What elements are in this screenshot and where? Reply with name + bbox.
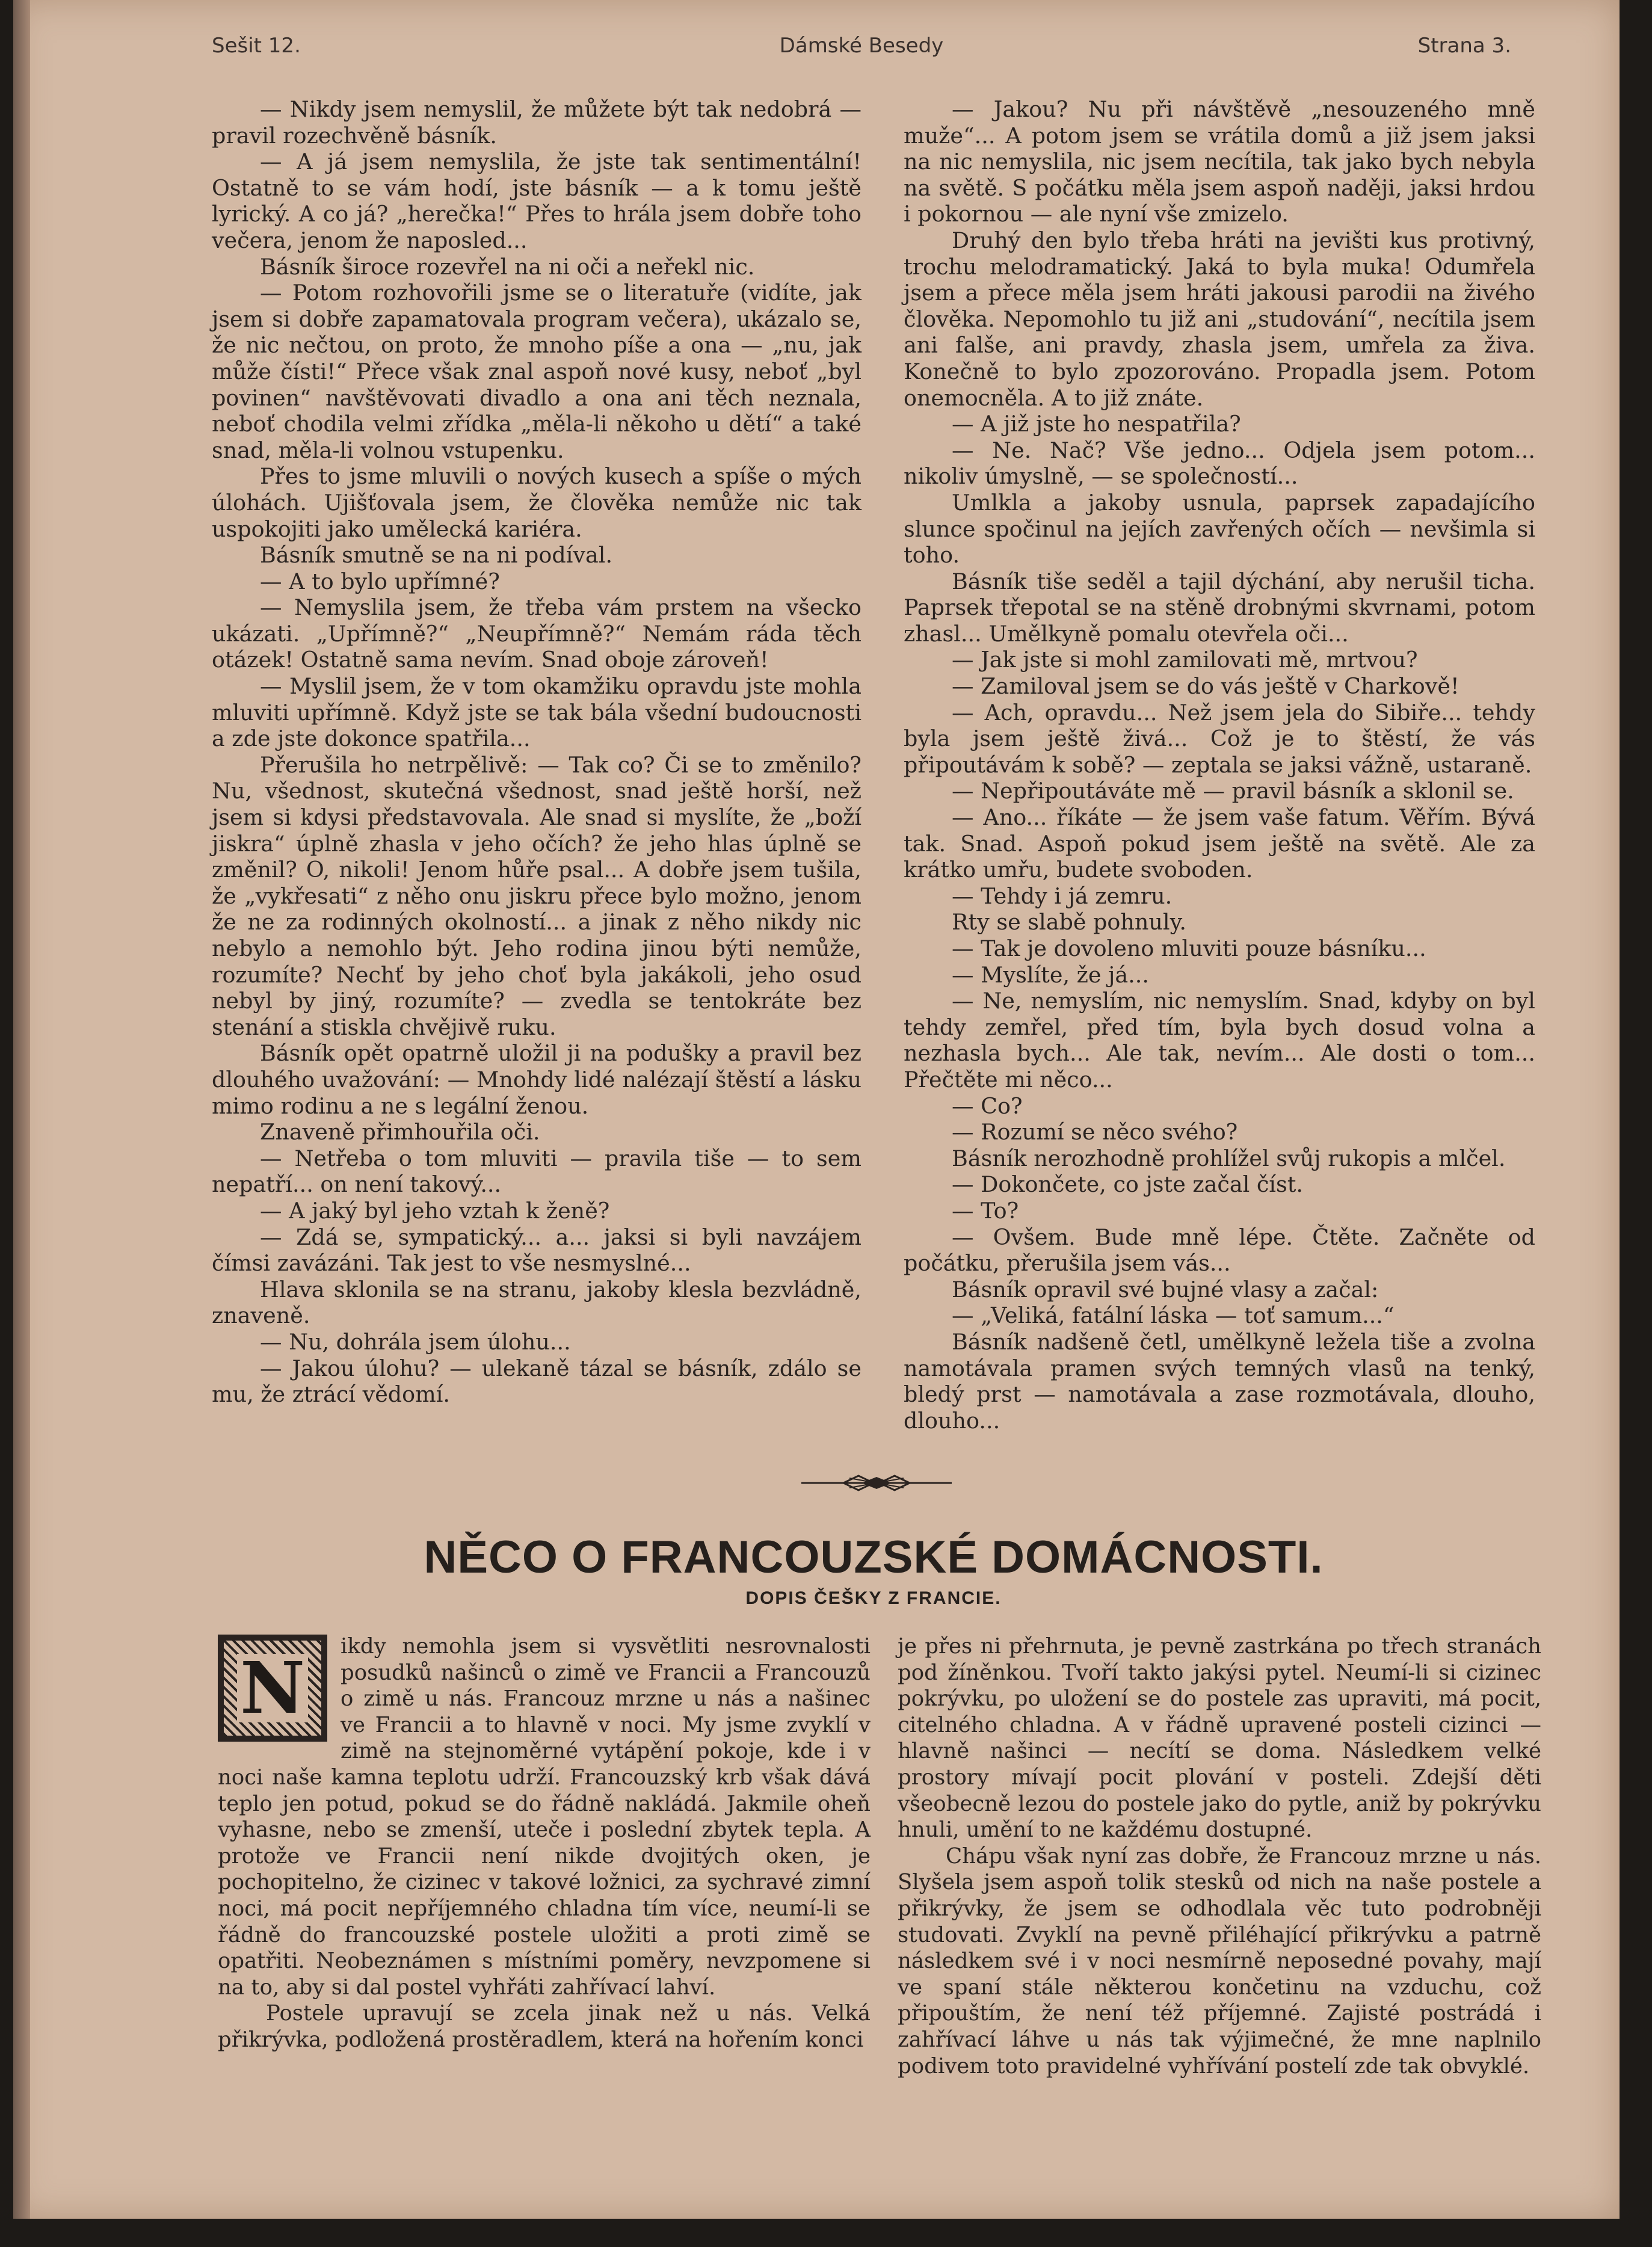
story-column-right — [904, 96, 1535, 1434]
paragraph: Umlkla a jakoby usnula, paprsek zapadajícího slunce spočinul na jejích zavřených očích — nevšimla si toho. — [904, 489, 1535, 569]
paragraph: — Jakou? Nu při návštěvě „nesouzeného mně muže“... A potom jsem se vrátila domů a již jsem jaksi na nic nemyslila, nic jsem necítila, tak jako bych nebyla na světě. S počátku měla jsem aspoň naději, jaksi hrdou i pokornou — ale nyní vše zmizelo. — [904, 96, 1535, 227]
paragraph: — Rozumí se něco svého? — [952, 1119, 1238, 1145]
paragraph: — Nemyslila jsem, že třeba vám prstem na všecko ukázati. „Upřímně?“ „Neupřímně?“ Nemám ráda těch otázek! Ostatně sama nevím. Snad oboje zároveň! — [212, 594, 861, 673]
paragraph: Rty se slabě pohnuly. — [952, 909, 1186, 935]
paragraph: — Tehdy i já zemru. — [952, 883, 1173, 909]
paragraph: — Nikdy jsem nemyslil, že můžete být tak nedobrá — pravil rozechvěně básník. — [212, 96, 861, 149]
paragraph: — Jakou úlohu? — ulekaně tázal se básník, zdálo se mu, že ztrácí vědomí. — [212, 1355, 861, 1408]
paragraph: — „Veliká, fatální láska — toť samum...“ — [952, 1302, 1395, 1329]
page-number: Strana 3. — [1417, 34, 1511, 58]
paragraph: — A jaký byl jeho vztah k ženě? — [260, 1197, 610, 1224]
paragraph: — Zamiloval jsem se do vás ještě v Charkově! — [952, 673, 1459, 700]
paragraph: — Myslíte, že já... — [952, 961, 1149, 988]
paragraph: Básník opět opatrně uložil ji na podušky a pravil bez dlouhého uvažování: — Mnohdy lidé nalézají štěstí a lásku mimo rodinu a ne s legální ženou. — [212, 1040, 861, 1119]
page-binding-edge — [13, 0, 30, 2219]
paragraph: — Ovšem. Bude mně lépe. Čtěte. Začněte od počátku, přerušila jsem vás... — [904, 1224, 1535, 1277]
paragraph: — Ach, opravdu... Než jsem jela do Sibiře... tehdy byla jsem ještě živá... Což je to štěstí, že vás připoutávám k sobě? — zeptala se jaksi vážně, ustaraně. — [904, 699, 1535, 778]
paragraph: Chápu však nyní zas dobře, že Francouz mrzne u nás. Slyšela jsem aspoň tolik stesků od nich na naše postele a přikrývky, že jsem se odhodlala věc tuto podrobněji studovati. Zvyklí na pevně přiléhající přikrývku a patrně následkem své i v noci nesmírně neposedné povahy, mají ve spaní stále některou končetinu na vzduchu, což připouštím, že není též příjemné. Zajisté postrádá i zahřívací láhve u nás tak výjimečné, že mne naplnilo podivem toto pravidelné vyhřívání postelí zde tak obvyklé. — [898, 1843, 1541, 2079]
running-header — [212, 28, 1511, 64]
paragraph: Přerušila ho netrpělivě: — Tak co? Či se to změnilo? Nu, všednost, skutečná všednost, snad ještě horší, než jsem si kdysi představovala. Ale snad si myslíte, že „boží jiskra“ úplně zhasla v jeho očích? že jeho hlas úplně se změnil? O, nikoli! Jenom hůře psal... A dobře jsem tušila, že „vykřesati“ z něho onu jiskru přece bylo možno, jenom že ne za rodinných okolností... a jinak z něho nikdy nic nebylo a nemohlo být. Jeho rodina jinou býti nemůže, rozumíte? Nechť by jeho choť byla jakákoli, jeho osud nebyl by jiný, rozumíte? — zvedla se tentokráte bez stenání a stiskla chvějivě ruku. — [212, 751, 861, 1040]
paragraph: — To? — [952, 1197, 1019, 1224]
paragraph: — A to bylo upřímné? — [260, 568, 500, 594]
section-divider-ornament — [801, 1471, 952, 1495]
paragraph: Básník nerozhodně prohlížel svůj rukopis a mlčel. — [952, 1145, 1506, 1171]
article-column-left — [218, 1633, 871, 2053]
paragraph: Básník nadšeně četl, umělkyně ležela tiše a zvolna namotávala pramen svých temných vlasů na tenký, bledý prst — namotávala a zase rozmotávala, dlouho, dlouho... — [904, 1328, 1535, 1434]
paragraph: Básník široce rozevřel na ni oči a neřekl nic. — [260, 253, 755, 280]
magazine-title: Dámské Besedy — [779, 34, 944, 58]
paragraph: — Potom rozhovořili jsme se o literatuře (vidíte, jak jsem si dobře zapamatovala program večera), ukázalo se, že nic nečtou, on proto, že mnoho píše a ona — „nu, jak může čísti!“ Přece však znal aspoň nové kusy, neboť „byl povinen“ navštěvovati divadlo a ona ani těch neznala, neboť chodila velmi zřídka „měla-li někoho u dětí“ a také snad, měla-li volnou vstupenku. — [212, 280, 861, 463]
paragraph: Básník opravil své bujné vlasy a začal: — [952, 1276, 1379, 1302]
paragraph: — Ne, nemyslím, nic nemyslím. Snad, kdyby on byl tehdy zemřel, před tím, byla bych dosud volna a nezhasla bych... Ale tak, nevím... Ale dosti o tom... Přečtěte mi něco... — [904, 988, 1535, 1093]
paragraph: — Co? — [952, 1093, 1023, 1119]
decorative-initial — [218, 1635, 327, 1742]
paragraph: — Myslil jsem, že v tom okamžiku opravdu jste mohla mluviti upřímně. Když jste se tak bála všední budoucnosti a zde jste dokonce spatřila... — [212, 673, 861, 752]
issue-number: Sešit 12. — [212, 34, 301, 58]
paragraph: Básník tiše seděl a tajil dýchání, aby nerušil ticha. Paprsek třepotal se na stěně drobnými skvrnami, potom zhasl... Umělkyně pomalu otevřela oči... — [904, 568, 1535, 647]
paragraph: — Nepřipoutáváte mě — pravil básník a sklonil se. — [952, 778, 1514, 804]
paragraph: je přes ni přehrnuta, je pevně zastrkána po třech stranách pod žíněnkou. Tvoří takto jakýsi pytel. Neumí-li si cizinec pokrývku, po uložení se do postele zas upraviti, má pocit, citelného chladna. A v řádně upravené posteli cizinci — hlavně našinci — necítí se doma. Následkem velké prostory mívají pocit plování v posteli. Zdejší děti všeobecně lezou do postele jako do pytle, aniž by pokrývku hnuli, umění to ne každému dostupné. — [898, 1634, 1541, 1843]
paragraph: Znaveně přimhouřila oči. — [260, 1119, 540, 1145]
paragraph: — A již jste ho nespatřila? — [952, 411, 1241, 437]
paragraph: — Jak jste si mohl zamilovati mě, mrtvou? — [952, 647, 1418, 673]
paragraph: — Netřeba o tom mluviti — pravila tiše — to sem nepatří... on není takový... — [212, 1145, 861, 1198]
article-subtitle: DOPIS ČEŠKY Z FRANCIE. — [745, 1588, 1002, 1608]
paragraph: Přes to jsme mluvili o nových kusech a spíše o mých úlohách. Ujišťovala jsem, že člověka nemůže nic tak uspokojiti jako umělecká kariéra. — [212, 463, 861, 542]
paragraph: — Ano... říkáte — že jsem vaše fatum. Věřím. Bývá tak. Snad. Aspoň pokud jsem ještě na světě. Ale za krátko umřu, budete svoboden. — [904, 804, 1535, 883]
paragraph: Postele upravují se zcela jinak než u nás. Velká přikrývka, podložená prostěradlem, která na hořením konci — [218, 2001, 871, 2052]
paragraph — [218, 1633, 871, 2000]
paragraph: — Dokončete, co jste začal číst. — [952, 1171, 1303, 1198]
story-column-left — [212, 96, 861, 1408]
paragraph: — Zdá se, sympatický... a... jaksi si byli navzájem čímsi zavázáni. Tak jest to vše nesmyslné... — [212, 1224, 861, 1277]
paragraph: — Ne. Nač? Vše jedno... Odjela jsem potom... nikoliv úmyslně, — se společností... — [904, 437, 1535, 490]
paragraph: Básník smutně se na ni podíval. — [260, 542, 613, 569]
article-column-right — [898, 1633, 1541, 2079]
paragraph: — Nu, dohrála jsem úlohu... — [260, 1328, 571, 1355]
article-title: NĚCO O FRANCOUZSKÉ DOMÁCNOSTI. — [424, 1532, 1324, 1583]
magazine-page — [13, 0, 1620, 2219]
paragraph-text: ikdy nemohla jsem si vysvětliti nesrovnalosti posudků našinců o zimě ve Francii a Francouzů o zimě u nás. Francouz mrzne u nás a našinec ve Francii a to hlavně v noci. My jsme zvyklí v zimě na stejnoměrné vytápění pokoje, kde i v noci naše kamna teplotu udrží. Francouzský krb však dává teplo jen potud, pokud se do řádně nakládá. Jakmile oheň vyhasne, nebo se zmenší, uteče i poslední zbytek tepla. A protože ve Francii není nikde dvojitých oken, je pochopitelno, že cizinec v takové ložnici, za sychravé zimní noci, má pocit nepříjemného chladna tím více, neumí-li se řádně do francouzské postele uložiti a proti zimě se opatřiti. Neobeznámen s místními poměry, nevzpomene si na to, aby si dal postel vyhřáti zahřívací lahví. — [218, 1634, 871, 2000]
paragraph: — A já jsem nemyslila, že jste tak sentimentální! Ostatně to se vám hodí, jste básník — a k tomu ještě lyrický. A co já? „herečka!“ Přes to hrála jsem dobře toho večera, jenom že naposled... — [212, 149, 861, 253]
initial-letter: N — [237, 1654, 308, 1722]
paragraph: — Tak je dovoleno mluviti pouze básníku... — [952, 935, 1426, 961]
paragraph: Hlava sklonila se na stranu, jakoby klesla bezvládně, znaveně. — [212, 1276, 861, 1329]
paragraph: Druhý den bylo třeba hráti na jevišti kus protivný, trochu melodramatický. Jaká to byla muka! Odumřela jsem a přece měla jsem hráti jakousi parodii na živého člověka. Nepomohlo tu již ani „studování“, necítila jsem ani falše, ani pravdy, zhasla jsem, umřela za živa. Konečně to bylo zpozorováno. Propadla jsem. Potom onemocněla. A to již znáte. — [904, 227, 1535, 411]
